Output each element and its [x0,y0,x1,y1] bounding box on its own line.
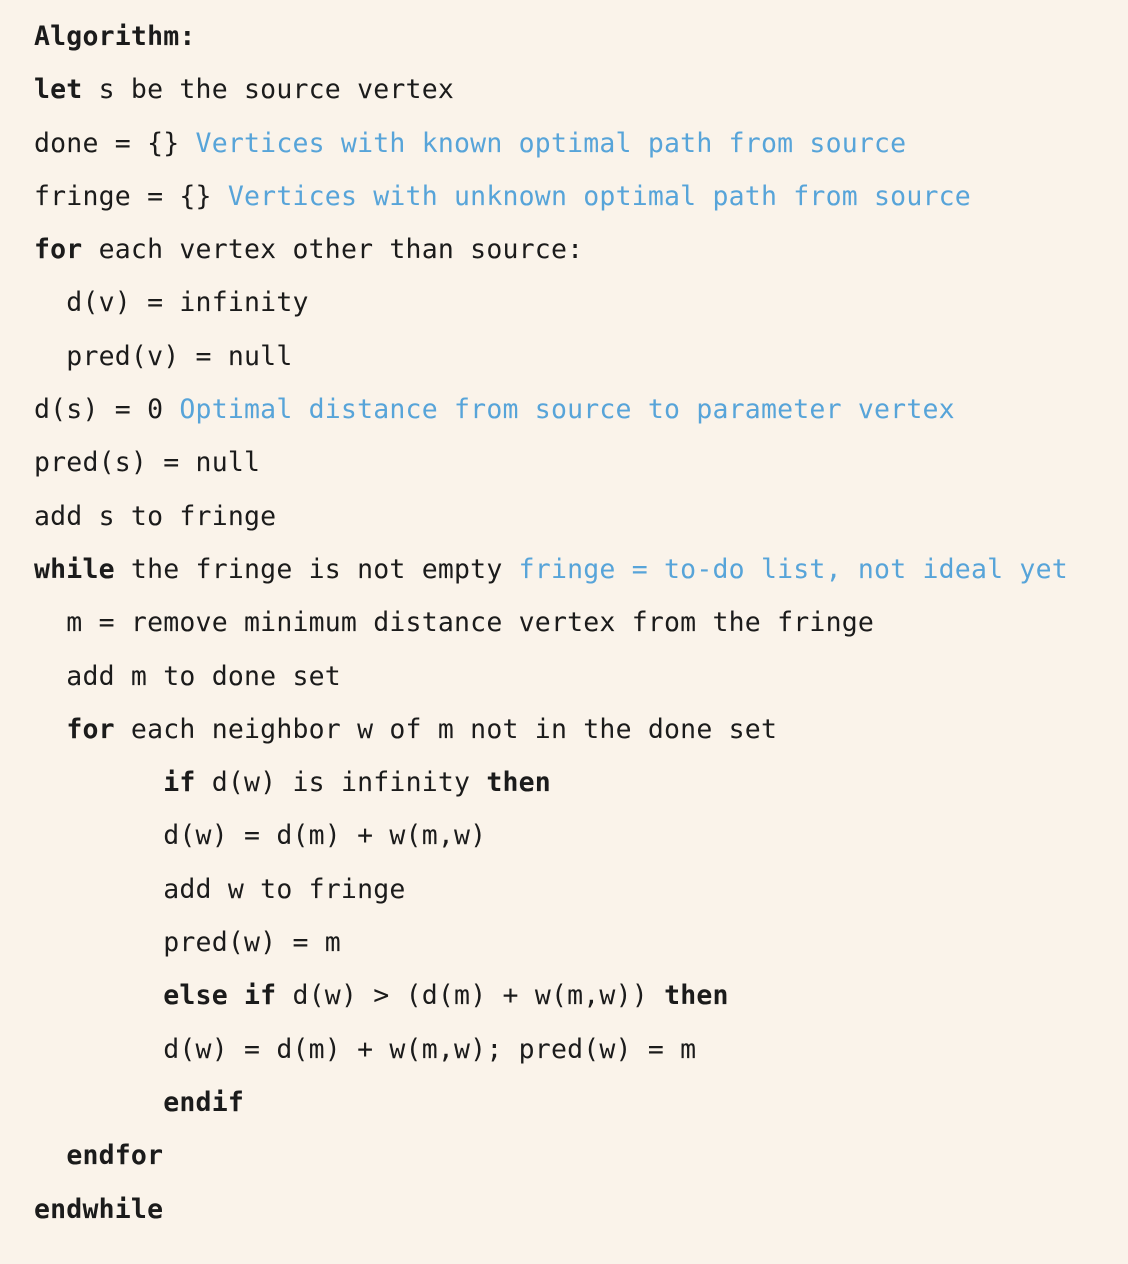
code-line [34,490,1128,543]
code-line [34,436,1128,489]
code-text: d(v) = infinity [34,287,309,319]
code-text: m = remove minimum distance vertex from the fringe [34,607,875,639]
code-line [34,276,1128,329]
code-line [34,63,1128,116]
code-comment: Optimal distance from source to parameter vertex [179,394,955,426]
code-line [34,809,1128,862]
code-keyword: for [34,234,83,266]
code-keyword: for [66,713,115,745]
code-text: add w to fringe [34,873,406,905]
code-text: add s to fringe [34,500,277,532]
code-keyword: while [34,553,115,585]
code-text: d(w) = d(m) + w(m,w) [34,820,487,852]
code-keyword: then [486,767,551,799]
code-line [34,117,1128,170]
code-comment: fringe = to-do list, not ideal yet [518,553,1068,585]
code-keyword: let [34,74,83,106]
code-text: d(w) = d(m) + w(m,w); pred(w) = m [34,1033,697,1065]
code-line [34,330,1128,383]
code-line [34,1076,1128,1129]
code-line [34,650,1128,703]
code-line [34,1183,1128,1236]
code-text [34,714,66,745]
code-text [34,980,163,1011]
code-text: pred(v) = null [34,340,293,372]
code-text: fringe = {} [34,180,228,212]
code-text [34,1140,66,1171]
code-line [34,223,1128,276]
code-text: pred(w) = m [34,927,341,959]
code-line [34,170,1128,223]
code-keyword: endif [163,1086,245,1118]
code-line [34,969,1128,1022]
code-line [34,1129,1128,1182]
code-keyword: if [163,767,196,799]
code-line [34,383,1128,436]
code-comment: Vertices with known optimal path from source [195,127,907,159]
code-text: s be the source vertex [82,74,455,106]
code-text: d(w) is infinity [195,767,487,799]
code-line [34,596,1128,649]
code-keyword: endfor [66,1140,164,1172]
code-keyword: else if [163,980,277,1012]
code-text [34,767,163,798]
code-keyword: then [664,980,729,1012]
code-keyword: endwhile [34,1193,164,1225]
code-text: pred(s) = null [34,447,261,479]
code-line [34,916,1128,969]
code-text [34,1087,163,1118]
code-line [34,756,1128,809]
code-line [34,10,1128,63]
code-line [34,703,1128,756]
code-comment: Vertices with unknown optimal path from source [227,180,971,212]
code-text: done = {} [34,127,196,159]
code-line [34,1023,1128,1076]
code-keyword: Algorithm: [34,21,196,52]
code-text: each neighbor w of m not in the done set [114,713,778,745]
code-text: the fringe is not empty [114,553,519,585]
code-text: add m to done set [34,660,341,692]
code-line [34,863,1128,916]
code-text: d(w) > (d(m) + w(m,w)) [276,980,665,1012]
code-text: d(s) = 0 [34,394,180,426]
code-line [34,543,1128,596]
code-text: each vertex other than source: [82,234,584,266]
